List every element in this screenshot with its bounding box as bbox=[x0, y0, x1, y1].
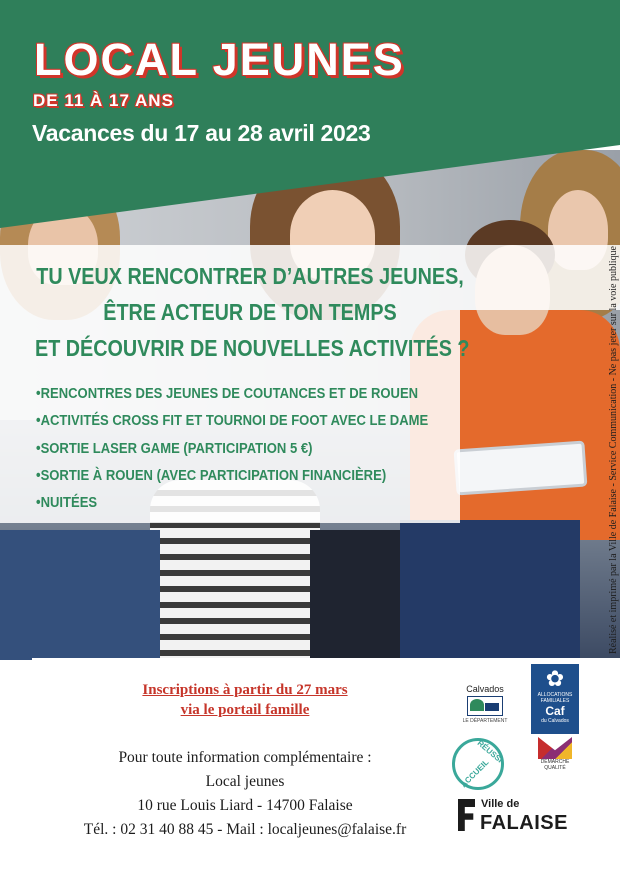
registration-line: via le portail famille bbox=[180, 702, 310, 718]
caf-top: ALLOCATIONS FAMILIALES bbox=[537, 692, 573, 704]
tablet-device bbox=[454, 440, 588, 495]
question-heading bbox=[35, 258, 470, 366]
jeans-right bbox=[400, 520, 580, 660]
contact-info bbox=[50, 746, 440, 842]
qualite-label: DÉMARCHE QUALITÉ bbox=[540, 759, 570, 771]
registration-notice[interactable] bbox=[80, 680, 410, 720]
list-item: • SORTIE À ROUEN (AVEC PARTICIPATION FINANCIÈRE) bbox=[36, 463, 428, 490]
activities-list bbox=[36, 381, 428, 517]
calvados-emblem-icon bbox=[467, 696, 503, 716]
reussi-top: RÉUSSI bbox=[475, 738, 505, 765]
registration-line: Inscriptions à partir du 27 mars bbox=[142, 682, 348, 698]
holiday-dates: Vacances du 17 au 28 avril 2023 bbox=[32, 120, 371, 146]
list-item: • SORTIE LASER GAME (PARTICIPATION 5 €) bbox=[36, 436, 428, 463]
reussi-bottom: ACCUEIL bbox=[459, 757, 491, 790]
info-panel-extension bbox=[460, 245, 620, 310]
demarche-qualite-logo bbox=[535, 737, 575, 779]
contact-phone-mail: Tél. : 02 31 40 88 45 - Mail : localjeunes@falaise.fr bbox=[83, 821, 407, 838]
caf-logo bbox=[531, 664, 579, 734]
calvados-logo bbox=[454, 684, 516, 724]
calvados-label: Calvados bbox=[466, 684, 504, 694]
page-title: LOCAL JEUNES bbox=[34, 34, 405, 85]
contact-address: 10 rue Louis Liard - 14700 Falaise bbox=[137, 797, 353, 814]
side-credit bbox=[604, 114, 620, 654]
contact-intro: Pour toute information complémentaire : bbox=[118, 749, 372, 766]
caf-main: Caf bbox=[545, 704, 565, 718]
falaise-f-icon bbox=[458, 799, 475, 831]
jeans-dark bbox=[310, 530, 410, 660]
falaise-prefix: Ville de bbox=[481, 798, 520, 810]
calvados-sub: LE DÉPARTEMENT bbox=[462, 718, 508, 724]
age-range: DE 11 À 17 ANS bbox=[33, 91, 174, 110]
caf-symbol-icon: ✿ bbox=[545, 666, 565, 691]
caf-sub: du Calvados bbox=[541, 718, 569, 724]
list-item: • ACTIVITÉS CROSS FIT ET TOURNOI DE FOOT AVEC LE DAME bbox=[36, 408, 428, 435]
side-credit-text: Réalisé et imprimé par la Ville de Falaise - Service Communication - Ne pas jeter sur la voie publique bbox=[608, 246, 619, 654]
qualite-mark-icon bbox=[538, 737, 572, 759]
falaise-name: FALAISE bbox=[480, 812, 568, 834]
question-line: TU VEUX RENCONTRER D’AUTRES JEUNES, bbox=[36, 263, 464, 289]
jeans-left bbox=[0, 530, 160, 660]
list-item: • NUITÉES bbox=[36, 490, 428, 517]
question-line: ÊTRE ACTEUR DE TON TEMPS bbox=[103, 299, 397, 325]
reussi-accueil-logo bbox=[452, 738, 504, 790]
question-line: ET DÉCOUVRIR DE NOUVELLES ACTIVITÉS ? bbox=[35, 335, 470, 361]
list-item: • RENCONTRES DES JEUNES DE COUTANCES ET DE ROUEN bbox=[36, 381, 428, 408]
contact-name: Local jeunes bbox=[205, 773, 285, 790]
ville-de-falaise-logo bbox=[458, 798, 578, 834]
